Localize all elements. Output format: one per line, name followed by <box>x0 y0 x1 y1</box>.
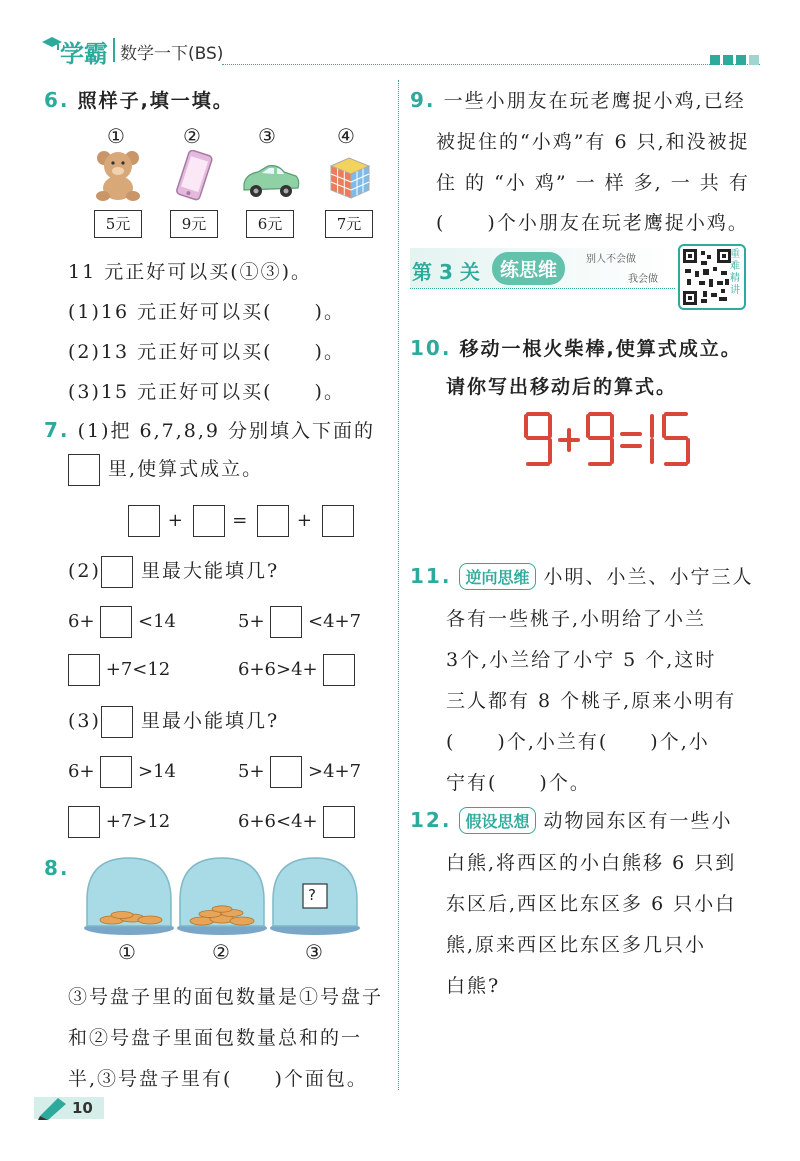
q11-line-1: 11. 逆向思维 小明、小兰、小宁三人 <box>410 564 754 588</box>
answer-box[interactable] <box>68 654 100 686</box>
q11-line-4: 三人都有 8 个桃子,原来小明有 <box>446 690 737 712</box>
q6-label-1: ① <box>107 124 125 148</box>
q11-line-3: 3个,小兰给了小宁 5 个,这时 <box>446 649 717 671</box>
q8-line-3[interactable]: 半,③号盘子里有( )个面包。 <box>68 1068 368 1090</box>
q9-line-2: 被捉住的“小鸡”有 6 只,和没被捉 <box>436 131 750 153</box>
level-underline <box>410 288 675 289</box>
answer-box[interactable] <box>100 606 132 638</box>
q8-label-1: ① <box>118 940 136 964</box>
answer-box[interactable] <box>270 756 302 788</box>
level-banner <box>410 244 760 306</box>
q12-line-4: 熊,原来西区比东区多几只小 <box>446 934 707 956</box>
answer-box[interactable] <box>128 505 160 537</box>
q6-label-2: ② <box>183 124 201 148</box>
answer-box[interactable] <box>101 706 133 738</box>
q6-example: 11 元正好可以买(①③)。 <box>68 261 313 283</box>
q7-row4a: +7>12 <box>68 806 170 838</box>
q6-price-2: 9元 <box>170 210 218 238</box>
q6-price-3: 6元 <box>246 210 294 238</box>
q7-part3: (3) 里最小能填几? <box>68 706 279 738</box>
q7-row1b: 5+ <4+7 <box>238 606 361 638</box>
brand-logo: 学霸 <box>60 40 108 68</box>
level-badge: 练思维 <box>492 252 565 285</box>
answer-box[interactable] <box>101 556 133 588</box>
q10-line-2: 请你写出移动后的算式。 <box>446 376 678 398</box>
qr-code[interactable] <box>678 244 746 310</box>
q7-intro-2: 里,使算式成立。 <box>68 454 263 486</box>
q6-sub-2[interactable]: (2)13 元正好可以买( )。 <box>68 341 345 363</box>
q6-sub-3[interactable]: (3)15 元正好可以买( )。 <box>68 381 345 403</box>
q12-line-3: 东区后,西区比东区多 6 只小白 <box>446 893 737 915</box>
answer-box[interactable] <box>257 505 289 537</box>
q7-intro: 7. (1)把 6,7,8,9 分别填入下面的 <box>44 418 376 442</box>
q11-line-6[interactable]: 宁有( )个。 <box>446 772 591 794</box>
q6-label-3: ③ <box>258 124 276 148</box>
q12-line-2: 白熊,将西区的小白熊移 6 只到 <box>446 852 737 874</box>
answer-box[interactable] <box>193 505 225 537</box>
level-tag-2: 我会做 <box>628 274 658 285</box>
q12-line-5: 白熊? <box>446 975 501 997</box>
q7-row1a: 6+ <14 <box>68 606 176 638</box>
level-tag-1: 别人不会做 <box>586 254 636 265</box>
q8-number: 8. <box>44 856 70 880</box>
qr-side-label: 重难精讲 <box>730 249 740 296</box>
answer-box[interactable] <box>323 654 355 686</box>
q10-line-1: 10. 移动一根火柴棒,使算式成立。 <box>410 336 742 360</box>
answer-box[interactable] <box>68 454 100 486</box>
bread-domes-illustration <box>82 852 362 940</box>
q6-sub-1[interactable]: (1)16 元正好可以买( )。 <box>68 301 345 323</box>
q7-part2: (2) 里最大能填几? <box>68 556 279 588</box>
answer-box[interactable] <box>100 756 132 788</box>
q7-row3b: 5+ >4+7 <box>238 756 361 788</box>
header-subject: 数学一下(BS) <box>120 44 224 64</box>
header-rule <box>222 64 760 66</box>
q6-price-1: 5元 <box>94 210 142 238</box>
q11-line-5[interactable]: ( )个,小兰有( )个,小 <box>446 731 710 753</box>
page-number: 10 <box>72 1099 93 1117</box>
pencil-icon <box>36 1096 72 1120</box>
level-prefix: 第 3 关 <box>412 260 480 284</box>
column-divider <box>398 80 399 1090</box>
q8-line-2: 和②号盘子里面包数量总和的一 <box>68 1027 363 1049</box>
q9-line-1: 9. 一些小朋友在玩老鹰捉小鸡,已经 <box>410 88 746 112</box>
header-squares <box>710 50 759 69</box>
dome-2 <box>177 858 267 935</box>
teddy-bear-icon <box>90 148 146 202</box>
header-divider <box>113 38 115 62</box>
q6-label-4: ④ <box>337 124 355 148</box>
q11-tag: 逆向思维 <box>459 563 535 590</box>
q8-label-3: ③ <box>305 940 323 964</box>
q8-label-2: ② <box>212 940 230 964</box>
qr-code-icon <box>683 249 731 305</box>
q6-price-4: 7元 <box>325 210 373 238</box>
q7-row2b: 6+6>4+ <box>238 654 355 686</box>
q8-line-1: ③号盘子里的面包数量是①号盘子 <box>68 986 384 1008</box>
q11-line-2: 各有一些桃子,小明给了小兰 <box>446 608 707 630</box>
q6-heading: 6. 照样子,填一填。 <box>44 88 234 112</box>
q9-line-3: 住 的 “小 鸡” 一 样 多, 一 共 有 <box>436 172 750 194</box>
toy-car-icon <box>238 162 302 200</box>
dome-1 <box>84 858 174 935</box>
header <box>0 0 800 70</box>
matchstick-equation <box>520 408 700 472</box>
q7-row3a: 6+ >14 <box>68 756 176 788</box>
q7-equation: + = + <box>128 505 354 537</box>
q9-line-4[interactable]: ( )个小朋友在玩老鹰捉小鸡。 <box>436 212 749 234</box>
phone-icon <box>170 150 218 202</box>
rubik-cube-icon <box>327 154 373 200</box>
answer-box[interactable] <box>68 806 100 838</box>
answer-box[interactable] <box>323 806 355 838</box>
answer-box[interactable] <box>322 505 354 537</box>
q7-row2a: +7<12 <box>68 654 170 686</box>
q8-question-mark: ? <box>308 886 316 904</box>
q12-line-1: 12. 假设思想 动物园东区有一些小 <box>410 808 733 832</box>
q12-tag: 假设思想 <box>459 807 535 834</box>
answer-box[interactable] <box>270 606 302 638</box>
q7-row4b: 6+6<4+ <box>238 806 355 838</box>
